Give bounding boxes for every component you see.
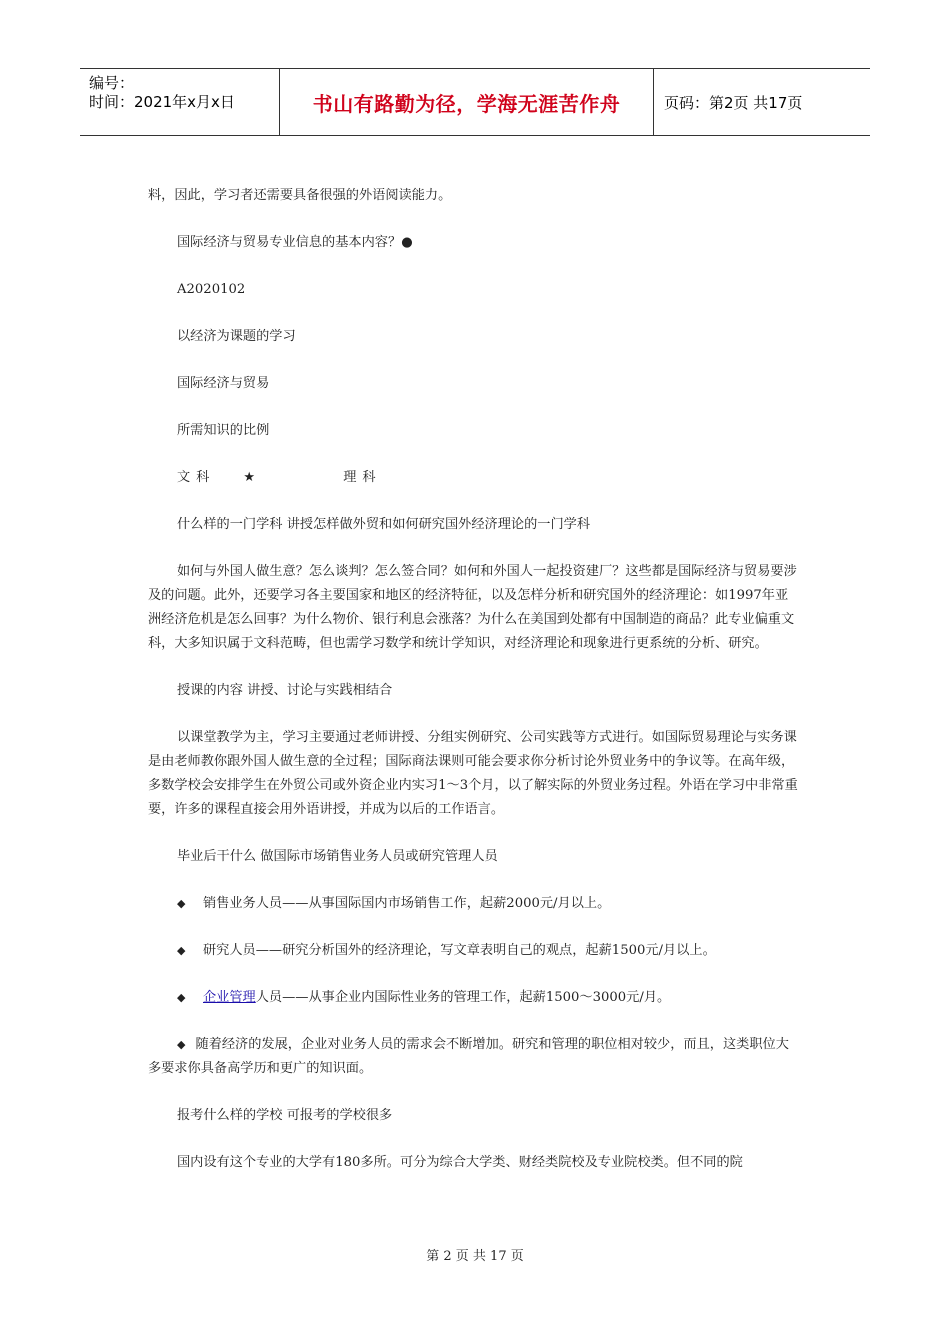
section-question: 国际经济与贸易专业信息的基本内容？● — [177, 235, 413, 250]
science-label: 理科 — [343, 470, 382, 485]
header-page-info: 页码：第2页 共17页 — [664, 93, 803, 112]
paragraph-school: 国内设有这个专业的大学有180多所。可分为综合大学类、财经类院校及专业院校类。但不同的院 — [177, 1155, 743, 1170]
knowledge-ratio-label: 所需知识的比例 — [177, 423, 270, 438]
page-footer: 第 2 页 共 17 页 — [426, 1249, 524, 1264]
bullet-text: 人员——从事企业内国际性业务的管理工作，起薪1500～3000元/月。 — [255, 990, 671, 1005]
page-header — [80, 68, 870, 136]
paragraph-continued: 料，因此，学习者还需要具备很强的外语阅读能力。 — [148, 188, 452, 203]
diamond-bullet-icon: ◆ — [177, 1038, 186, 1051]
subject-heading: 什么样的一门学科 讲授怎样做外贸和如何研究国外经济理论的一门学科 — [177, 517, 591, 532]
bullet-text: 销售业务人员——从事国际国内市场销售工作，起薪2000元/月以上。 — [203, 896, 611, 911]
teaching-heading: 授课的内容 讲授、讨论与实践相结合 — [177, 683, 393, 698]
bullet-text: 随着经济的发展，企业对业务人员的需求会不断增加。研究和管理的职位相对较少，而且，这类职位大多要求你具备高学历和更广的知识面。 — [148, 1037, 789, 1076]
diamond-bullet-icon: ◆ — [177, 944, 186, 957]
header-meta — [80, 69, 280, 135]
diamond-bullet-icon: ◆ — [177, 897, 186, 910]
number-label: 编号： — [89, 74, 135, 92]
time-label: 时间：2021年x月x日 — [89, 93, 235, 111]
document-body — [148, 184, 798, 1198]
list-item — [148, 986, 798, 1010]
school-heading: 报考什么样的学校 可报考的学校很多 — [177, 1108, 393, 1123]
major-name: 国际经济与贸易 — [177, 376, 270, 391]
list-item — [148, 892, 798, 916]
enterprise-management-link[interactable]: 企业管理 — [203, 990, 256, 1005]
major-code: A2020102 — [177, 282, 246, 297]
bullet-text: 研究人员——研究分析国外的经济理论，写文章表明自己的观点，起薪1500元/月以上。 — [203, 943, 716, 958]
star-icon: ★ — [243, 470, 256, 485]
list-item — [148, 939, 798, 963]
paragraph-intro: 如何与外国人做生意？怎么谈判？怎么签合同？如何和外国人一起投资建厂？这些都是国际经济与贸易要涉及的问题。此外，还要学习各主要国家和地区的经济特征，以及怎样分析和研究国外的经济理论：如1997年亚洲经济危机是怎么回事？为什么物价、银行利息会涨落？为什么在美国到处都有中国制造的商品？此专业偏重文科，大多知识属于文科范畴，但也需学习数学和统计学知识，对经济理论和现象进行更系统的分析、研究。 — [148, 564, 797, 651]
career-heading: 毕业后干什么 做国际市场销售业务人员或研究管理人员 — [177, 849, 498, 864]
paragraph-teaching: 以课堂教学为主，学习主要通过老师讲授、分组实例研究、公司实践等方式进行。如国际贸易理论与实务课是由老师教你跟外国人做生意的全过程；国际商法课则可能会要求你分析讨论外贸业务中的争议等。在高年级，多数学校会安排学生在外贸公司或外资企业内实习1～3个月，以了解实际的外贸业务过程。外语在学习中非常重要，许多的课程直接会用外语讲授，并成为以后的工作语言。 — [148, 730, 798, 817]
arts-label: 文科 — [177, 470, 216, 485]
header-motto: 书山有路勤为径，学海无涯苦作舟 — [280, 69, 654, 135]
list-item — [148, 1033, 798, 1081]
diamond-bullet-icon: ◆ — [177, 991, 186, 1004]
subject-type: 以经济为课题的学习 — [177, 329, 296, 344]
knowledge-ratio-row — [148, 466, 798, 490]
